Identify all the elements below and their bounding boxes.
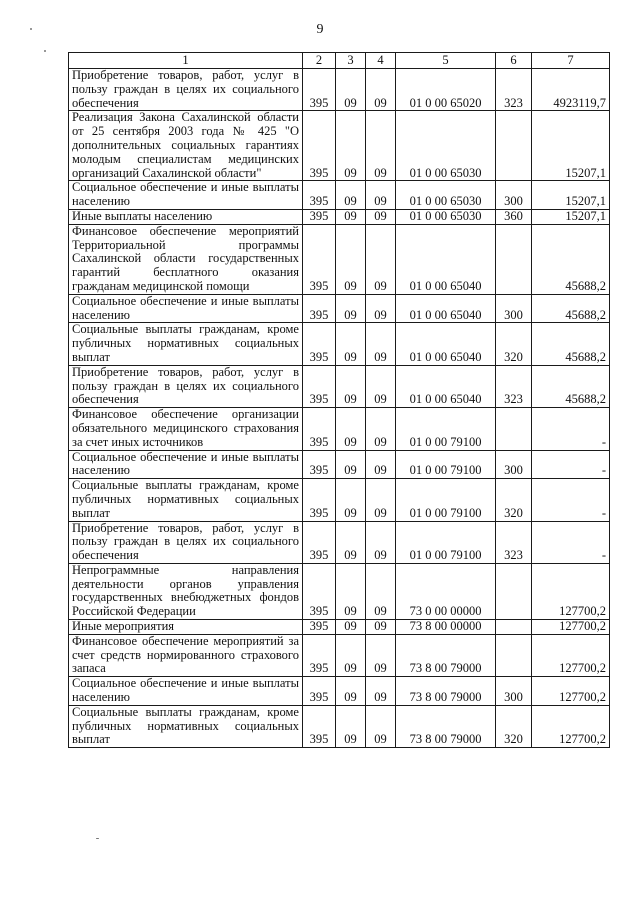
row-target-article-cell: 01 0 00 79100: [396, 450, 496, 479]
row-section-cell: 09: [336, 111, 366, 181]
table-row: [69, 450, 610, 479]
row-section-cell: 09: [336, 677, 366, 706]
row-section-cell: 09: [336, 479, 366, 521]
row-subsection-cell: 09: [366, 365, 396, 407]
table-row: [69, 408, 610, 450]
header-row: [69, 53, 610, 69]
header-cell: 5: [396, 53, 496, 69]
table-row: [69, 677, 610, 706]
row-expense-type-cell: [496, 111, 532, 181]
scan-speck: [96, 838, 99, 839]
row-ministry-code-cell: 395: [303, 634, 336, 676]
row-section-cell: 09: [336, 620, 366, 635]
row-section-cell: 09: [336, 323, 366, 365]
row-expense-type-cell: [496, 224, 532, 294]
row-amount-cell: 127700,2: [532, 705, 610, 747]
row-section-cell: 09: [336, 209, 366, 224]
row-target-article-cell: 01 0 00 65030: [396, 181, 496, 210]
row-subsection-cell: 09: [366, 224, 396, 294]
table-row: [69, 224, 610, 294]
row-ministry-code-cell: 395: [303, 563, 336, 619]
row-ministry-code-cell: 395: [303, 408, 336, 450]
row-target-article-cell: 01 0 00 65020: [396, 69, 496, 111]
row-name-cell: Иные мероприятия: [69, 620, 303, 635]
row-target-article-cell: 01 0 00 65040: [396, 294, 496, 323]
row-expense-type-cell: 360: [496, 209, 532, 224]
row-section-cell: 09: [336, 181, 366, 210]
row-section-cell: 09: [336, 365, 366, 407]
row-name-cell: Социальные выплаты гражданам, кроме публичных нормативных социальных выплат: [69, 479, 303, 521]
row-expense-type-cell: 300: [496, 450, 532, 479]
row-expense-type-cell: 320: [496, 323, 532, 365]
row-ministry-code-cell: 395: [303, 450, 336, 479]
row-ministry-code-cell: 395: [303, 181, 336, 210]
row-section-cell: 09: [336, 224, 366, 294]
row-ministry-code-cell: 395: [303, 479, 336, 521]
row-subsection-cell: 09: [366, 620, 396, 635]
table-row: [69, 181, 610, 210]
table-row: [69, 479, 610, 521]
row-name-cell: Социальные выплаты гражданам, кроме публичных нормативных социальных выплат: [69, 323, 303, 365]
row-amount-cell: -: [532, 450, 610, 479]
table-row: [69, 365, 610, 407]
row-subsection-cell: 09: [366, 69, 396, 111]
row-target-article-cell: 73 8 00 79000: [396, 677, 496, 706]
row-section-cell: 09: [336, 634, 366, 676]
row-section-cell: 09: [336, 408, 366, 450]
row-target-article-cell: 01 0 00 79100: [396, 408, 496, 450]
row-target-article-cell: 01 0 00 79100: [396, 479, 496, 521]
row-amount-cell: 15207,1: [532, 111, 610, 181]
row-name-cell: Приобретение товаров, работ, услуг в пользу граждан в целях их социального обеспечения: [69, 521, 303, 563]
table-row: [69, 69, 610, 111]
table-row: [69, 521, 610, 563]
row-ministry-code-cell: 395: [303, 224, 336, 294]
row-ministry-code-cell: 395: [303, 69, 336, 111]
row-ministry-code-cell: 395: [303, 620, 336, 635]
row-subsection-cell: 09: [366, 408, 396, 450]
row-ministry-code-cell: 395: [303, 677, 336, 706]
header-cell: 4: [366, 53, 396, 69]
row-expense-type-cell: 300: [496, 294, 532, 323]
row-expense-type-cell: [496, 620, 532, 635]
row-expense-type-cell: 320: [496, 479, 532, 521]
row-subsection-cell: 09: [366, 521, 396, 563]
row-target-article-cell: 01 0 00 79100: [396, 521, 496, 563]
row-subsection-cell: 09: [366, 705, 396, 747]
row-ministry-code-cell: 395: [303, 323, 336, 365]
row-amount-cell: 45688,2: [532, 365, 610, 407]
row-name-cell: Социальное обеспечение и иные выплаты населению: [69, 450, 303, 479]
row-name-cell: Финансовое обеспечение мероприятий за счет средств нормированного страхового запаса: [69, 634, 303, 676]
row-name-cell: Финансовое обеспечение мероприятий Территориальной программы Сахалинской области государственных гарантий бесплатного оказания гражданам медицинской помощи: [69, 224, 303, 294]
header-cell: 2: [303, 53, 336, 69]
row-section-cell: 09: [336, 294, 366, 323]
row-amount-cell: -: [532, 479, 610, 521]
row-section-cell: 09: [336, 563, 366, 619]
row-section-cell: 09: [336, 450, 366, 479]
row-name-cell: Социальные выплаты гражданам, кроме публичных нормативных социальных выплат: [69, 705, 303, 747]
row-section-cell: 09: [336, 521, 366, 563]
header-cell: 3: [336, 53, 366, 69]
header-cell: 1: [69, 53, 303, 69]
row-subsection-cell: 09: [366, 479, 396, 521]
row-ministry-code-cell: 395: [303, 521, 336, 563]
header-cell: 6: [496, 53, 532, 69]
row-amount-cell: 127700,2: [532, 677, 610, 706]
row-name-cell: Непрограммные направления деятельности органов управления государственных внебюджетных фондов Российской Федерации: [69, 563, 303, 619]
row-name-cell: Иные выплаты населению: [69, 209, 303, 224]
row-target-article-cell: 01 0 00 65030: [396, 209, 496, 224]
row-amount-cell: 45688,2: [532, 323, 610, 365]
scan-speck: [30, 28, 32, 30]
row-amount-cell: -: [532, 521, 610, 563]
row-amount-cell: 127700,2: [532, 620, 610, 635]
table-row: [69, 620, 610, 635]
header-cell: 7: [532, 53, 610, 69]
table-row: [69, 294, 610, 323]
row-target-article-cell: 73 0 00 00000: [396, 563, 496, 619]
row-amount-cell: 15207,1: [532, 181, 610, 210]
row-target-article-cell: 73 8 00 79000: [396, 634, 496, 676]
row-name-cell: Финансовое обеспечение организации обязательного медицинского страхования за счет иных источников: [69, 408, 303, 450]
scan-speck: [44, 50, 46, 52]
row-amount-cell: 127700,2: [532, 634, 610, 676]
row-amount-cell: 4923119,7: [532, 69, 610, 111]
row-name-cell: Приобретение товаров, работ, услуг в пользу граждан в целях их социального обеспечения: [69, 69, 303, 111]
row-expense-type-cell: 323: [496, 69, 532, 111]
row-ministry-code-cell: 395: [303, 365, 336, 407]
budget-table: [68, 52, 610, 748]
row-expense-type-cell: 323: [496, 521, 532, 563]
row-amount-cell: 45688,2: [532, 294, 610, 323]
row-subsection-cell: 09: [366, 181, 396, 210]
row-target-article-cell: 01 0 00 65030: [396, 111, 496, 181]
row-subsection-cell: 09: [366, 294, 396, 323]
row-subsection-cell: 09: [366, 209, 396, 224]
row-section-cell: 09: [336, 69, 366, 111]
table-row: [69, 209, 610, 224]
row-target-article-cell: 73 8 00 00000: [396, 620, 496, 635]
row-expense-type-cell: 320: [496, 705, 532, 747]
row-subsection-cell: 09: [366, 111, 396, 181]
row-amount-cell: 127700,2: [532, 563, 610, 619]
row-name-cell: Социальное обеспечение и иные выплаты населению: [69, 181, 303, 210]
row-subsection-cell: 09: [366, 450, 396, 479]
row-name-cell: Социальное обеспечение и иные выплаты населению: [69, 294, 303, 323]
row-section-cell: 09: [336, 705, 366, 747]
row-amount-cell: 15207,1: [532, 209, 610, 224]
row-ministry-code-cell: 395: [303, 294, 336, 323]
row-target-article-cell: 01 0 00 65040: [396, 365, 496, 407]
table-row: [69, 563, 610, 619]
table-row: [69, 634, 610, 676]
row-amount-cell: 45688,2: [532, 224, 610, 294]
table-row: [69, 323, 610, 365]
row-ministry-code-cell: 395: [303, 705, 336, 747]
row-ministry-code-cell: 395: [303, 209, 336, 224]
row-target-article-cell: 01 0 00 65040: [396, 224, 496, 294]
table-body: [69, 69, 610, 748]
row-target-article-cell: 73 8 00 79000: [396, 705, 496, 747]
row-subsection-cell: 09: [366, 323, 396, 365]
row-name-cell: Реализация Закона Сахалинской области от 25 сентября 2003 года № 425 "О дополнительных социальных гарантиях молодым специалистам медицинских организаций Сахалинской области": [69, 111, 303, 181]
row-amount-cell: -: [532, 408, 610, 450]
row-expense-type-cell: [496, 634, 532, 676]
table-row: [69, 705, 610, 747]
row-expense-type-cell: 323: [496, 365, 532, 407]
row-expense-type-cell: 300: [496, 677, 532, 706]
row-subsection-cell: 09: [366, 563, 396, 619]
row-expense-type-cell: [496, 563, 532, 619]
row-name-cell: Социальное обеспечение и иные выплаты населению: [69, 677, 303, 706]
table-row: [69, 111, 610, 181]
row-expense-type-cell: [496, 408, 532, 450]
row-expense-type-cell: 300: [496, 181, 532, 210]
row-subsection-cell: 09: [366, 634, 396, 676]
row-target-article-cell: 01 0 00 65040: [396, 323, 496, 365]
page-number: 9: [316, 22, 324, 37]
row-subsection-cell: 09: [366, 677, 396, 706]
row-name-cell: Приобретение товаров, работ, услуг в пользу граждан в целях их социального обеспечения: [69, 365, 303, 407]
row-ministry-code-cell: 395: [303, 111, 336, 181]
